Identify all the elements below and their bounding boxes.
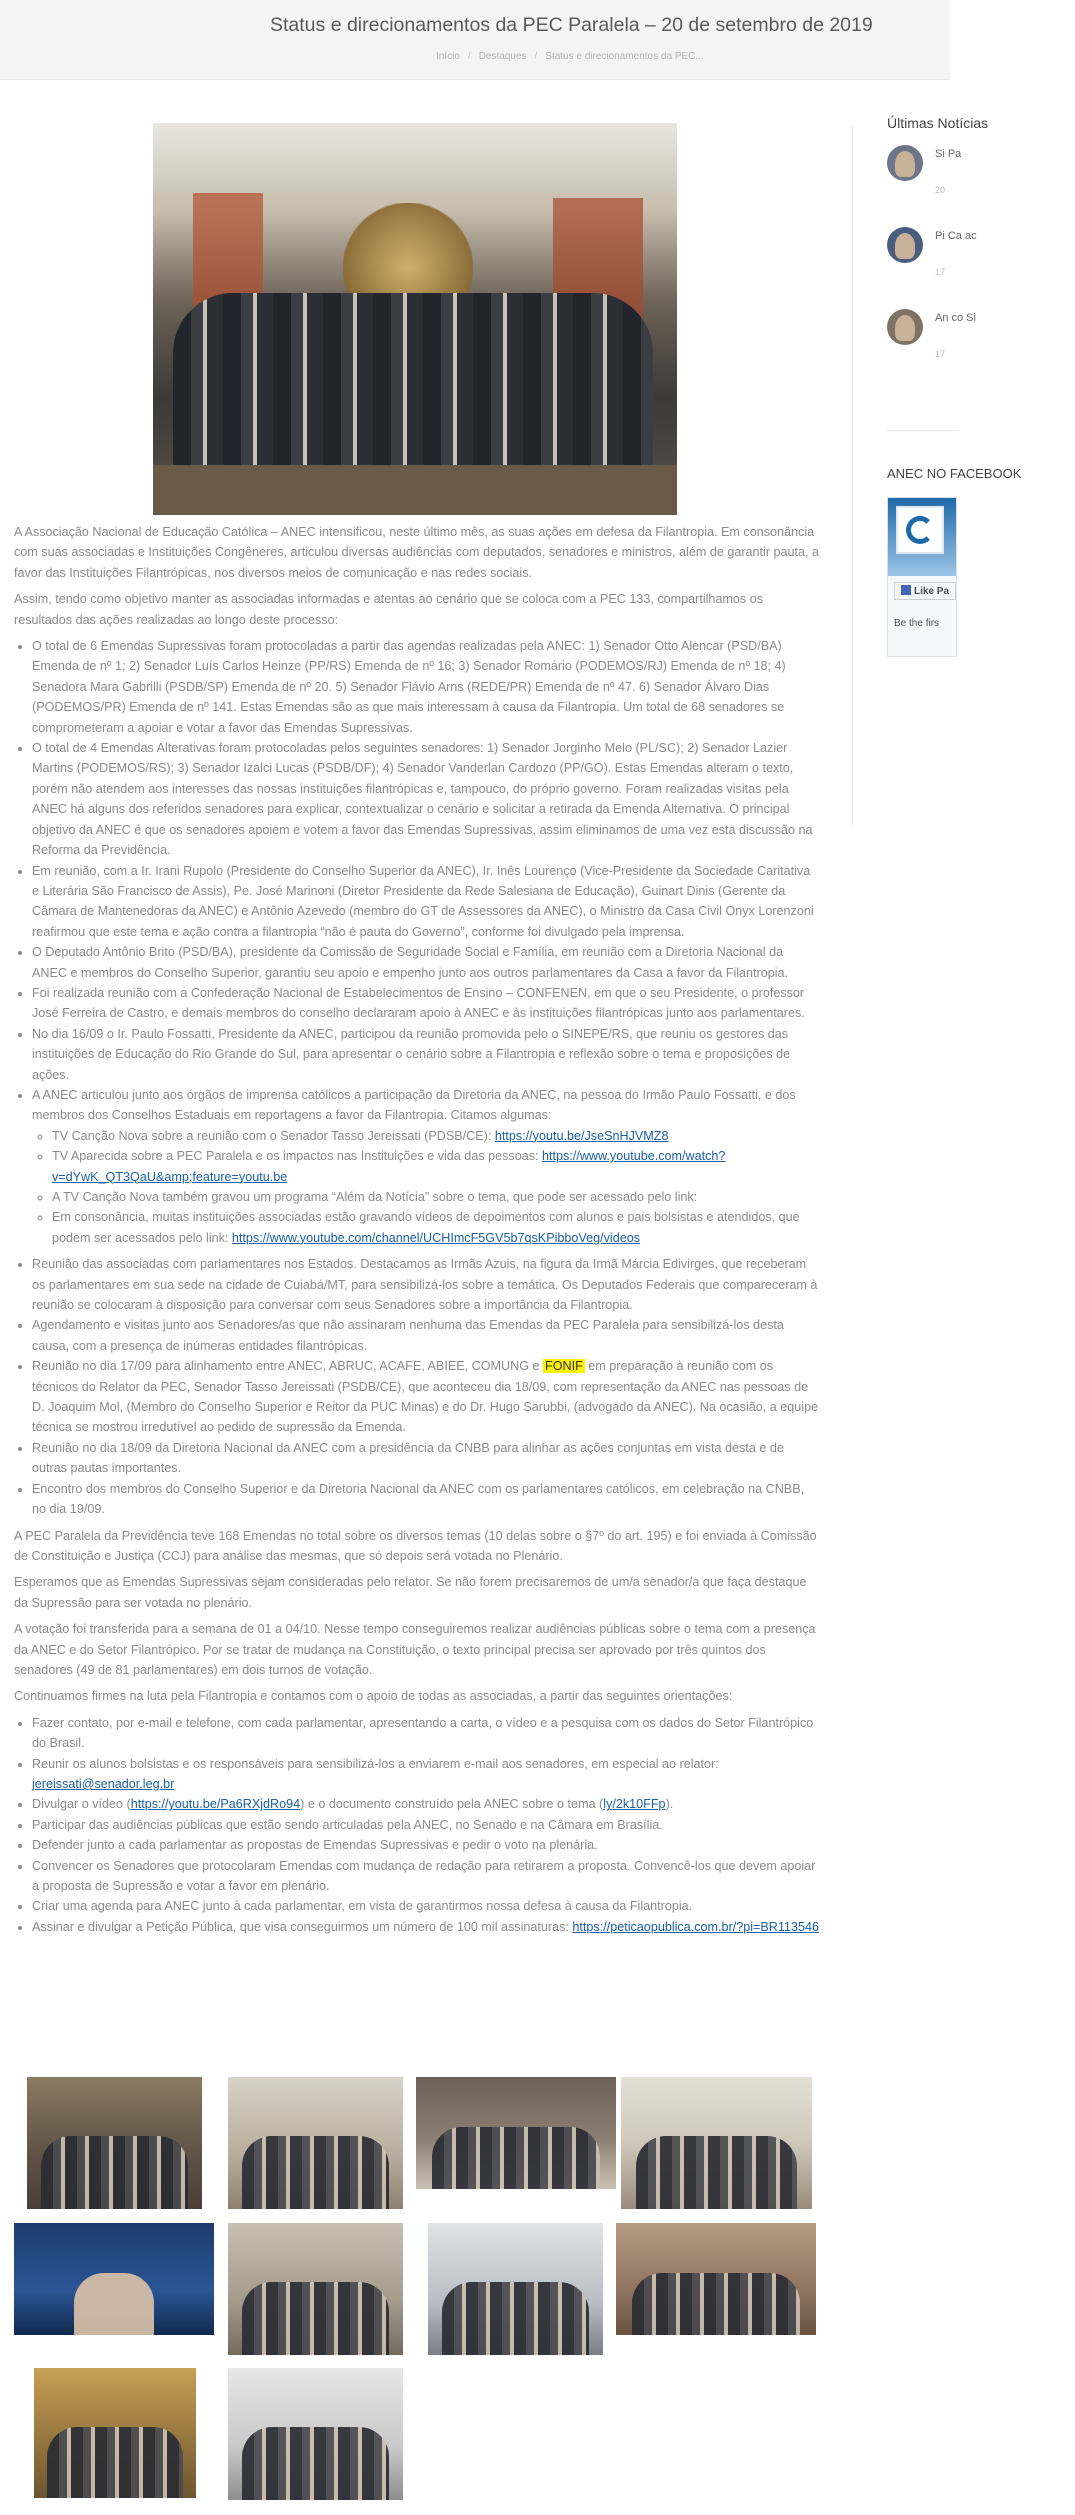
video-link[interactable]: https://youtu.be/JseSnHJVMZ8 (494, 1128, 669, 1143)
facebook-widget (887, 497, 957, 657)
actions-list (32, 636, 820, 1248)
channel-link[interactable]: https://www.youtube.com/channel/UCHImcF5GV5b7qsKPibboVeg/videos (231, 1230, 641, 1245)
guide-text: Divulgar o vídeo ( (32, 1797, 131, 1812)
breadcrumb-home[interactable]: Início (436, 51, 460, 62)
post-thumbnail[interactable] (887, 227, 923, 263)
media-intro: A ANEC articulou junto aos órgãos de imprensa católicos a participação da Diretoria da ANEC, na pessoa do Irmão Paulo Fossatti, e dos membros dos Conselhos Estaduais em reportagens a favor da Filantropia. Citamos algumas: (32, 1087, 796, 1123)
list-item: • Foi realizada reunião com a Confederação Nacional de Estabelecimentos de Ensino – CONFENEN, em que o seu Presidente, o professor José Ferreira de Castro, e demais membros do conselho declararam apoio à ANEC e às instituições filantrópicas junto aos parlamentares. (32, 983, 820, 1024)
post-thumbnail[interactable] (887, 145, 923, 181)
facebook-widget-title: ANEC NO FACEBOOK (887, 466, 1022, 481)
guidance-list (32, 1713, 820, 1937)
post-thumbnail[interactable] (887, 309, 923, 345)
list-item: • O total de 4 Emendas Alterativas foram protocoladas pelos seguintes senadores: 1) Senador Jorginho Melo (PL/SC); 2) Senador Lazier Martins (PODEMOS/RS); 3) Senador Izalci Lucas (PSDB/DF); 4) Senador Vanderlan Cardozo (PP/GO). Estas Emendas alteram o texto, porém não atendem aos interesses das nossas instituições filantrópicas e, tampouco, do próprio governo. Foram realizadas visitas pela ANEC há alguns dos referidos senadores para explicar, contextualizar o cenário e solicitar a retirada da Emenda Alternativa. O principal objetivo da ANEC é que os senadores apoiem e votem a favor das Emendas Supressivas, assim eliminamos de uma vez esta discussão na Reforma da Previdência. (32, 738, 820, 860)
gallery-photo[interactable] (34, 2368, 196, 2498)
post-title[interactable]: Si Pa (935, 148, 962, 160)
list-item (32, 1754, 820, 1795)
list-item (52, 1126, 820, 1146)
actions-list-2 (32, 1254, 820, 1519)
list-item: • O Deputado Antônio Brito (PSD/BA), presidente da Comissão de Seguridade Social e Família, em reunião com a Diretoria Nacional da ANEC e membros do Conselho Superior, garantiu seu apoio e empenho junto aos outros parlamentares da Casa a favor da Filantropia. (32, 942, 820, 983)
media-text: Em consonância, muitas instituições associadas estão gravando vídeos de depoimentos com alunos e pais bolsistas e atendidos, que podem ser acessados pelo link: (52, 1210, 800, 1245)
list-item: • Defender junto a cada parlamentar as propostas de Emendas Supressivas e pedir o voto na plenária. (32, 1835, 820, 1855)
list-item: • O total de 6 Emendas Supressivas foram protocoladas a partir das agendas realizadas pela ANEC: 1) Senador Otto Alencar (PSD/BA) Emenda de nº 1; 2) Senador Luís Carlos Heinze (PP/RS) Emenda de nº 16; 3) Senador Romário (PODEMOS/RJ) Emenda de nº 18; 4) Senadora Mara Gabrilli (PSDB/SP) Emenda de nº 20. 5) Senador Flávio Arns (REDE/PR) Emenda de nº 47. 6) Senador Álvaro Dias (PODEMOS/PR) Emenda de nº 141. Estas Emendas são as que mais interessam à causa da Filantropia. Um total de 68 senadores se comprometeram a apoiar e votar a favor das Emendas Supressivas. (32, 636, 820, 738)
gallery-photo[interactable] (14, 2223, 214, 2335)
list-item: • Reunião das associadas com parlamentares nos Estados. Destacamos as Irmãs Azuis, na figura da Irmã Márcia Edivirges, que receberam os parlamentares em sua sede na cidade de Cuiabá/MT, para sensibilizá-los sobre a temática. Os Deputados Federais que compareceram à reunião se colocaram à disposição para conversar com seus Senadores sobre a importância da Filantropia. (32, 1254, 820, 1315)
list-item: • Convencer os Senadores que protocolaram Emendas com mudança de redação para retirarem a proposta. Convencê-los que devem apoiar a proposta de Supressão e votar a favor em plenário. (32, 1856, 820, 1897)
list-item: ◦ A TV Canção Nova também gravou um programa “Além da Notícia” sobre o tema, que pode ser acessado pelo link: (52, 1187, 820, 1207)
list-item (32, 1085, 820, 1248)
document-link[interactable]: ly/2k10FFp (603, 1797, 666, 1812)
list-item: • Participar das audiências públicas que estão sendo articuladas pela ANEC, no Senado e na Câmara em Brasília. (32, 1815, 820, 1835)
article-paragraph: Esperamos que as Emendas Supressivas sejam consideradas pelo relator. Se não forem precisaremos de um/a senador/a que faça destaque da Supressão para ser votada no plenário. (14, 1575, 807, 1610)
like-label: Like Pa (914, 586, 950, 597)
page-header (0, 0, 950, 80)
recent-post[interactable] (887, 309, 976, 377)
recent-post[interactable] (887, 227, 977, 295)
list-item (32, 1917, 820, 1937)
gallery-photo[interactable] (428, 2223, 603, 2355)
gallery-photo[interactable] (616, 2223, 816, 2335)
featured-image (153, 123, 677, 515)
list-item (52, 1146, 820, 1187)
gallery-photo[interactable] (416, 2077, 616, 2189)
email-link[interactable]: jereissati@senador.leg.br (32, 1776, 175, 1791)
highlighted-term: FONIF (545, 1359, 583, 1374)
breadcrumb-current: Status e direcionamentos da PEC... (545, 51, 704, 62)
article-paragraph: Continuamos firmes na luta pela Filantropia e contamos com o apoio de todas as associadas, a partir das seguintes orientações: (14, 1689, 733, 1704)
article-paragraph: A PEC Paralela da Previdência teve 168 Emendas no total sobre os diversos temas (10 delas sobre o §7º do art. 195) e foi enviada à Comissão de Constituição e Justiça (CCJ) para análise das mesmas, que só depois será votada no Plenário. (14, 1528, 817, 1563)
list-item (52, 1207, 820, 1248)
petition-link[interactable]: https://peticaopublica.com.br/?pi=BR113546 (572, 1919, 819, 1934)
list-item (32, 1356, 820, 1438)
fonif-text: Reunião no dia 17/09 para alinhamento entre ANEC, ABRUC, ACAFE, ABIEE, COMUNG e (32, 1359, 543, 1374)
video-link[interactable]: https://www.youtube.com/watch?v=dYwK_QT3QaU&amp;feature=youtu.be (52, 1149, 726, 1184)
guide-text: ). (665, 1797, 674, 1812)
article-paragraph: A Associação Nacional de Educação Católica – ANEC intensificou, neste último mês, as suas ações em defesa da Filantropia. Em consonância com suas associadas e Instituições Congêneres, articulou diversas audiências com deputados, senadores e ministros, além de garantir pauta, a favor das Instituições Filantrópicas, nos diversos meios de comunicação e nas redes sociais. (14, 525, 820, 580)
list-item: • No dia 16/09 o Ir. Paulo Fossatti, Presidente da ANEC, participou da reunião promovida pelo o SINEPE/RS, que reuniu os gestores das instituições de Educação do Rio Grande do Sul, para apresentar o cenário sobre a Filantropia e reflexão sobre o tema e proposições de ações. (32, 1024, 820, 1085)
post-title[interactable]: Pi Ca ac (935, 230, 977, 242)
video-link[interactable]: https://youtu.be/Pa6RXjdRo94 (130, 1797, 301, 1812)
breadcrumb-destaques[interactable]: Destaques (478, 51, 527, 62)
breadcrumb: Início / Destaques / Status e direcionamentos da PEC... (436, 51, 704, 62)
post-date: 17 (935, 267, 946, 277)
facebook-icon (901, 585, 911, 595)
guide-text: ) e o documento construído pela ANEC sobre o tema ( (300, 1797, 604, 1812)
article-paragraph: Assim, tendo como objetivo manter as associadas informadas e atentas ao cenário que se coloca com a PEC 133, compartilhamos os resultados das ações realizadas ao longo deste processo: (14, 592, 764, 627)
gallery-photo[interactable] (228, 2223, 403, 2355)
post-title[interactable]: An co Si (935, 312, 976, 324)
sidebar-heading: Últimas Notícias (887, 115, 989, 131)
list-item: • Criar uma agenda para ANEC junto à cada parlamentar, em vista de garantirmos nossa defesa à causa da Filantropia. (32, 1896, 820, 1916)
guide-text: Reunir os alunos bolsistas e os responsáveis para sensibilizá-los a enviarem e-mail aos senadores, em especial ao relator: (32, 1756, 719, 1771)
list-item: • Em reunião, com a Ir. Irani Rupolo (Presidente do Conselho Superior da ANEC), Ir. Inês Lourenço (Vice-Presidente da Sociedade Caritativa e Literária São Francisco de Assis), Pe. José Marinoni (Diretor Presidente da Rede Salesiana de Educação), Guinart Dinis (Gerente da Câmara de Mantenedoras da ANEC) e Antônio Azevedo (membro do GT de Assessores da ANEC), o Ministro da Casa Civil Onyx Lorenzoni reafirmou que este tema e ação contra a filantropia “não é pauta do Governo”, conforme foi divulgado pela imprensa. (32, 861, 820, 943)
sidebar-separator (887, 430, 957, 431)
list-item: • Encontro dos membros do Conselho Superior e da Diretoria Nacional da ANEC com os parlamentares católicos, em celebração na CNBB, no dia 19/09. (32, 1479, 820, 1520)
media-list (52, 1126, 820, 1248)
media-text: TV Aparecida sobre a PEC Paralela e os impactos nas Instituições e vida das pessoas: (52, 1149, 543, 1164)
page-title: Status e direcionamentos da PEC Paralela – 20 de setembro de 2019 (270, 14, 873, 36)
list-item: • Fazer contato, por e-mail e telefone, com cada parlamentar, apresentando a carta, o vídeo e a pesquisa com os dados do Setor Filantrópico do Brasil. (32, 1713, 820, 1754)
gallery-photo[interactable] (621, 2077, 812, 2209)
list-item (32, 1794, 820, 1814)
facebook-like-button[interactable] (894, 582, 956, 600)
fonif-text: em preparação à reunião com os técnicos do Relator da PEC, Senador Tasso Jereissati (PSDB/CE), que aconteceu dia 18/09, com representação da ANEC nas pessoas de D. Joaquim Mol, (Membro do Conselho Superior e Reitor da PUC Minas) e do Dr. Hugo Sarubbi, (advogado da ANEC). Na ocasião, a equipe técnica se mostrou irredutível ao pedido de supressão da Emenda. (32, 1359, 819, 1435)
list-item: • Reunião no dia 18/09 da Diretoria Nacional da ANEC com a presidência da CNBB para alinhar as ações conjuntas em vista desta e de outras pautas importantes. (32, 1438, 820, 1479)
anec-logo[interactable] (896, 506, 944, 554)
guide-text: Assinar e divulgar a Petição Pública, que visa conseguirmos um número de 100 mil assinaturas: (32, 1919, 573, 1934)
sidebar-divider (852, 125, 853, 825)
sidebar (887, 115, 989, 377)
list-item: • Agendamento e visitas junto aos Senadores/as que não assinaram nenhuma das Emendas da PEC Paralela para sensibilizá-los desta causa, com a presença de inúmeras entidades filantrópicas. (32, 1315, 820, 1356)
gallery-photo[interactable] (27, 2077, 202, 2209)
article-paragraph: A votação foi transferida para a semana de 01 a 04/10. Nesse tempo conseguiremos realizar audiências públicas sobre o tema com a presença da ANEC e do Setor Filantrópico. Por se tratar de mudança na Constituição, o texto principal precisa ser aprovado por três quintos dos senadores (49 de 81 parlamentares) em dois turnos de votação. (14, 1622, 816, 1677)
article-body (14, 522, 820, 1943)
gallery-photo[interactable] (228, 2077, 403, 2209)
recent-post[interactable] (887, 145, 962, 213)
gallery-photo[interactable] (228, 2368, 403, 2500)
post-date: 20 (935, 185, 946, 195)
media-text: TV Canção Nova sobre a reunião com o Senador Tasso Jereissati (PDSB/CE): (52, 1128, 495, 1143)
facebook-first-text: Be the firs (894, 618, 940, 629)
post-date: 17 (935, 349, 946, 359)
